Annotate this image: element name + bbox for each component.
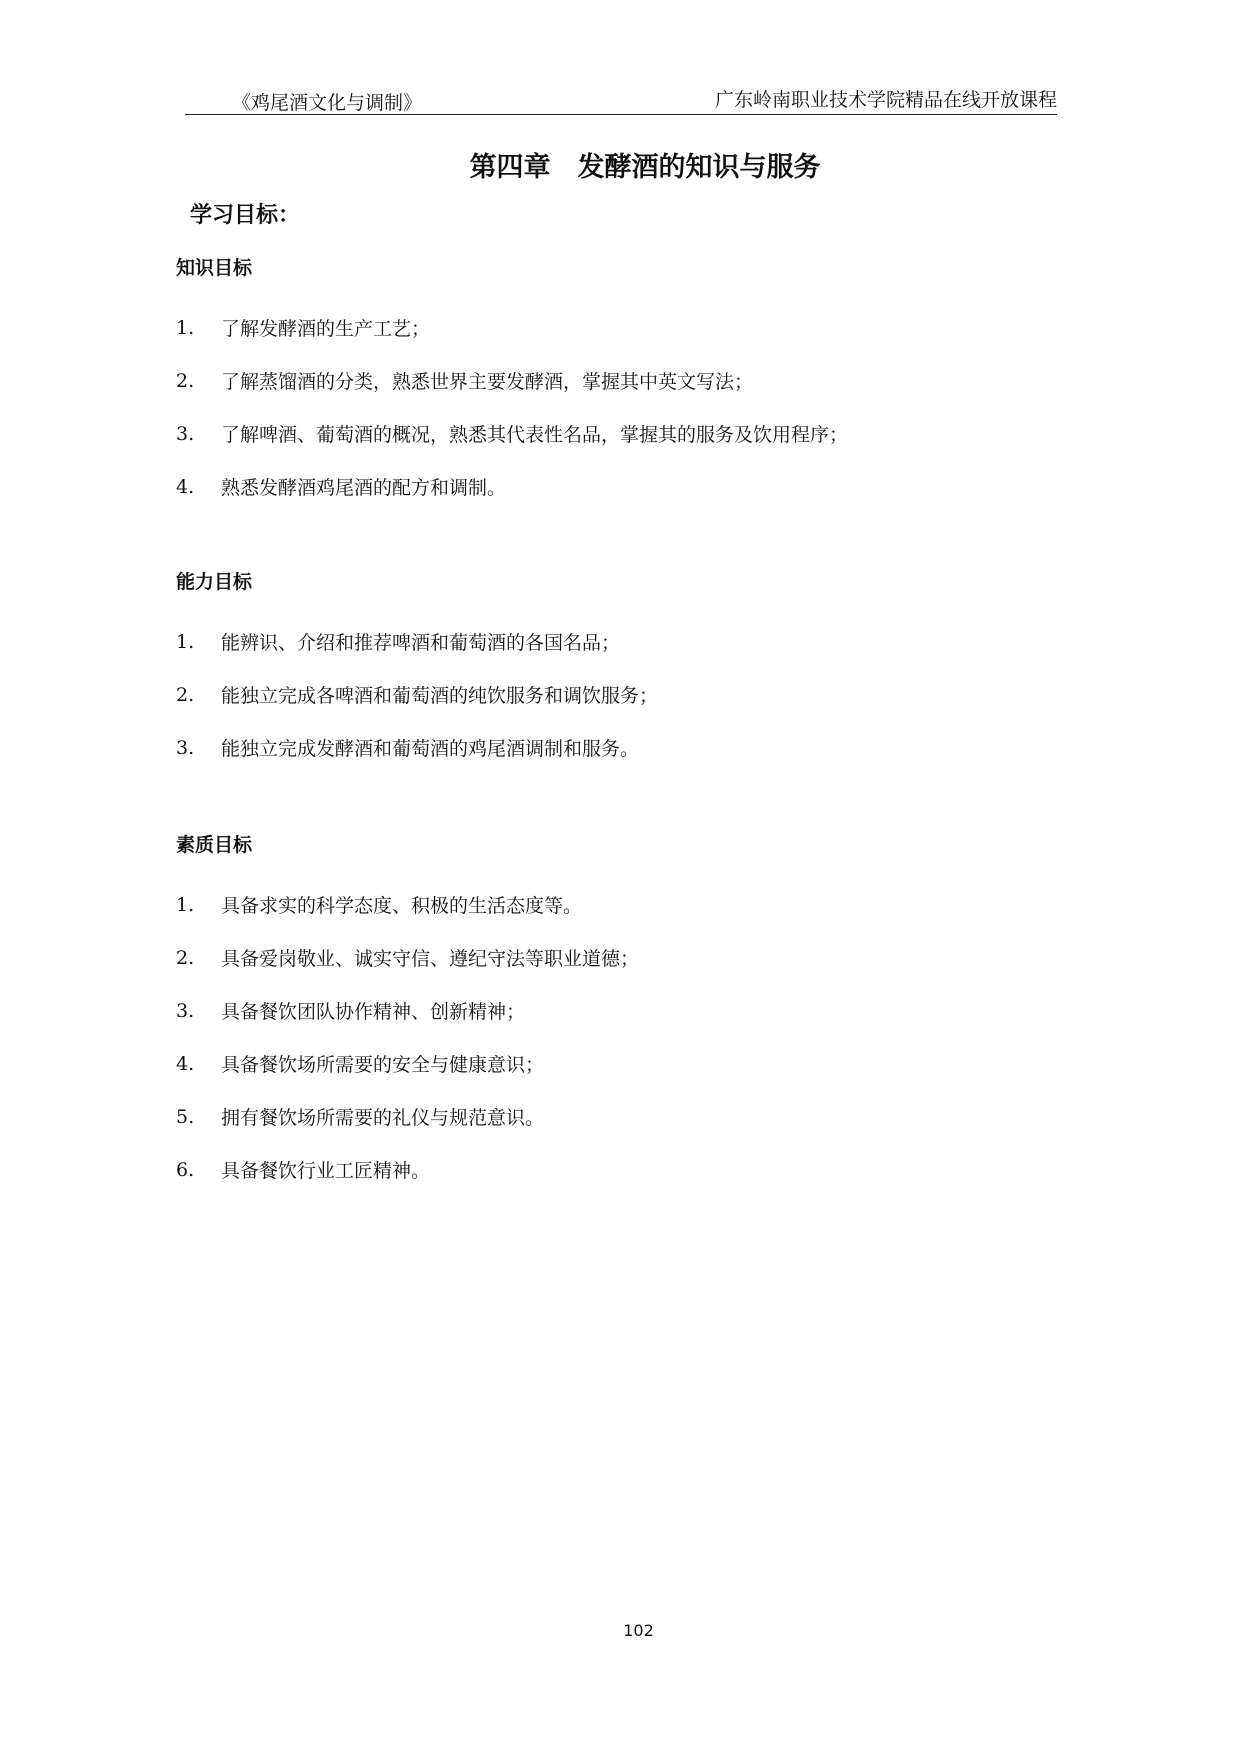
- list-item: [176, 721, 1076, 774]
- list-text: 了解蒸馏酒的分类，熟悉世界主要发酵酒，掌握其中英文写法；: [221, 371, 754, 393]
- list-number: 4.: [176, 475, 195, 498]
- list-text: 能独立完成各啤酒和葡萄酒的纯饮服务和调饮服务；: [221, 685, 659, 707]
- list-item: [176, 407, 1076, 460]
- list-number: 1.: [176, 893, 195, 916]
- list-text: 具备爱岗敬业、诚实守信、遵纪守法等职业道德；: [221, 948, 640, 970]
- list-text: 具备餐饮场所需要的安全与健康意识；: [221, 1054, 545, 1076]
- list-item: [176, 931, 1076, 984]
- list-text: 能辨识、介绍和推荐啤酒和葡萄酒的各国名品；: [221, 632, 621, 654]
- list-item: [176, 1037, 1076, 1090]
- list-number: 4.: [176, 1052, 195, 1075]
- list-number: 2.: [176, 683, 195, 706]
- section-heading: 素质目标: [176, 834, 253, 856]
- list-item: [176, 1143, 1076, 1196]
- list-number: 2.: [176, 369, 195, 392]
- section-heading: 知识目标: [176, 257, 253, 279]
- list-number: 3.: [176, 999, 195, 1022]
- list-text: 了解啤酒、葡萄酒的概况，熟悉其代表性名品，掌握其的服务及饮用程序；: [221, 424, 849, 446]
- section-ability-objectives: [176, 567, 1076, 774]
- list-item: [176, 354, 1076, 407]
- section-heading: 能力目标: [176, 571, 253, 593]
- list-item: [176, 460, 1076, 513]
- list-item: [176, 878, 1076, 931]
- list-text: 具备餐饮团队协作精神、创新精神；: [221, 1001, 526, 1023]
- list-number: 1.: [176, 316, 195, 339]
- list-item: [176, 301, 1076, 354]
- header-institution: 广东岭南职业技术学院精品在线开放课程: [714, 89, 1057, 111]
- list-text: 熟悉发酵酒鸡尾酒的配方和调制。: [221, 477, 507, 499]
- list-number: 3.: [176, 422, 195, 445]
- list-item: [176, 1090, 1076, 1143]
- header-divider: [185, 114, 1057, 115]
- list-text: 具备餐饮行业工匠精神。: [221, 1160, 431, 1182]
- list-number: 3.: [176, 736, 195, 759]
- list-item: [176, 615, 1076, 668]
- list-number: 5.: [176, 1105, 195, 1128]
- section-quality-objectives: [176, 830, 1076, 1196]
- chapter-title: 第四章 发酵酒的知识与服务: [469, 152, 821, 183]
- list-text: 具备求实的科学态度、积极的生活态度等。: [221, 895, 583, 917]
- list-text: 能独立完成发酵酒和葡萄酒的鸡尾酒调制和服务。: [221, 738, 640, 760]
- list-item: [176, 668, 1076, 721]
- section-knowledge-objectives: [176, 253, 1076, 513]
- list-text: 拥有餐饮场所需要的礼仪与规范意识。: [221, 1107, 545, 1129]
- list-number: 2.: [176, 946, 195, 969]
- learning-objectives-title: 学习目标：: [190, 203, 301, 228]
- list-item: [176, 984, 1076, 1037]
- list-number: 6.: [176, 1158, 195, 1181]
- page-number: 102: [623, 1621, 654, 1640]
- list-number: 1.: [176, 630, 195, 653]
- header-book-title: 《鸡尾酒文化与调制》: [232, 92, 423, 114]
- list-text: 了解发酵酒的生产工艺；: [221, 318, 431, 340]
